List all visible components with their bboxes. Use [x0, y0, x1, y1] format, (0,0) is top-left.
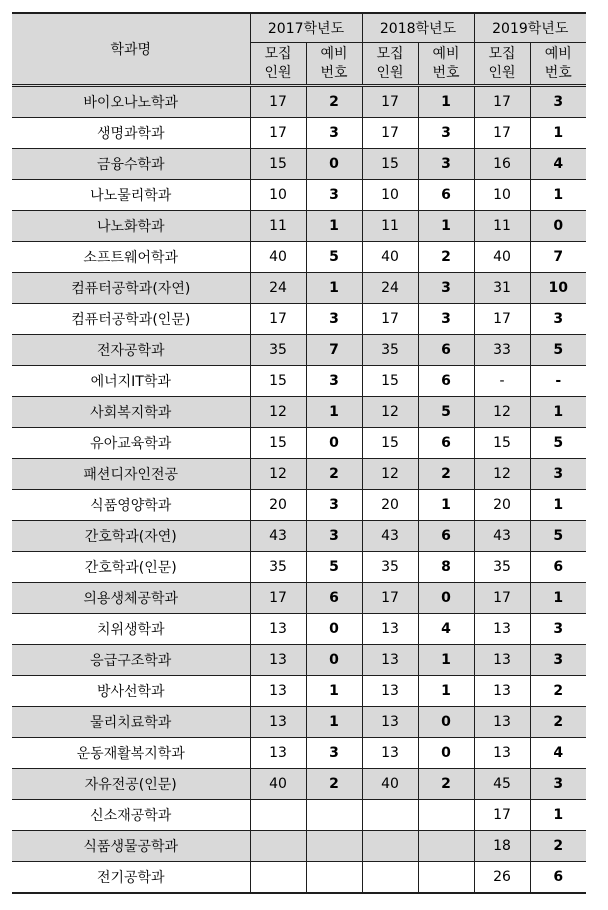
waitlist-number-cell: 0: [306, 614, 362, 645]
waitlist-number-cell: 3: [530, 769, 586, 800]
recruit-count-cell: 20: [362, 490, 418, 521]
recruit-count-cell: 12: [474, 397, 530, 428]
recruit-count-cell: 13: [362, 738, 418, 769]
waitlist-number-cell: 5: [306, 552, 362, 583]
waitlist-number-cell: 3: [530, 614, 586, 645]
recruit-count-cell: 17: [362, 118, 418, 149]
waitlist-number-cell: 3: [418, 118, 474, 149]
admission-table-container: [12, 12, 586, 894]
recruit-count-cell: 17: [474, 800, 530, 831]
waitlist-number-cell: 6: [306, 583, 362, 614]
admission-table: [12, 12, 586, 894]
recruit-count-cell: 15: [250, 149, 306, 180]
recruit-count-cell: 12: [474, 459, 530, 490]
recruit-count-cell: 13: [250, 707, 306, 738]
year-header-2017: 2017학년도: [250, 13, 362, 43]
sub-header-line: 번호: [320, 64, 348, 81]
waitlist-number-cell: [418, 800, 474, 831]
waitlist-number-cell: 5: [530, 335, 586, 366]
dept-name-cell: 방사선학과: [12, 676, 250, 707]
recruit-count-cell: 13: [250, 645, 306, 676]
waitlist-number-cell: 5: [530, 521, 586, 552]
waitlist-number-cell: 1: [418, 490, 474, 521]
dept-name-cell: 컴퓨터공학과(인문): [12, 304, 250, 335]
table-row: [12, 273, 586, 304]
waitlist-number-cell: [306, 862, 362, 894]
recruit-count-cell: 17: [250, 304, 306, 335]
recruit-count-cell: [362, 862, 418, 894]
dept-name-cell: 신소재공학과: [12, 800, 250, 831]
waitlist-number-cell: [418, 862, 474, 894]
waitlist-number-cell: 1: [306, 273, 362, 304]
waitlist-number-cell: 1: [418, 86, 474, 118]
waitlist-number-cell: 1: [530, 180, 586, 211]
waitlist-number-cell: 5: [306, 242, 362, 273]
waitlist-number-cell: 0: [306, 149, 362, 180]
recruit-count-cell: 13: [362, 676, 418, 707]
dept-name-cell: 간호학과(인문): [12, 552, 250, 583]
recruit-count-cell: 35: [362, 335, 418, 366]
sub-header-recruit: [250, 43, 306, 86]
recruit-count-cell: 13: [474, 614, 530, 645]
waitlist-number-cell: 10: [530, 273, 586, 304]
waitlist-number-cell: 2: [530, 831, 586, 862]
sub-header-line: 예비: [432, 45, 460, 62]
dept-name-cell: 간호학과(자연): [12, 521, 250, 552]
recruit-count-cell: 17: [250, 118, 306, 149]
recruit-count-cell: 20: [250, 490, 306, 521]
waitlist-number-cell: 3: [530, 86, 586, 118]
waitlist-number-cell: 0: [306, 645, 362, 676]
recruit-count-cell: 15: [362, 366, 418, 397]
recruit-count-cell: 40: [250, 769, 306, 800]
sub-header-line: 인원: [264, 64, 292, 81]
recruit-count-cell: 40: [362, 242, 418, 273]
waitlist-number-cell: 6: [530, 862, 586, 894]
dept-name-cell: 전기공학과: [12, 862, 250, 894]
sub-header-waitlist: [418, 43, 474, 86]
table-row: [12, 335, 586, 366]
waitlist-number-cell: 0: [418, 583, 474, 614]
table-row: [12, 180, 586, 211]
recruit-count-cell: 13: [362, 614, 418, 645]
waitlist-number-cell: 1: [306, 676, 362, 707]
recruit-count-cell: 11: [250, 211, 306, 242]
waitlist-number-cell: 1: [530, 490, 586, 521]
sub-header-line: 인원: [376, 64, 404, 81]
recruit-count-cell: 43: [362, 521, 418, 552]
recruit-count-cell: 24: [250, 273, 306, 304]
waitlist-number-cell: 2: [530, 707, 586, 738]
waitlist-number-cell: 3: [418, 304, 474, 335]
waitlist-number-cell: 1: [530, 583, 586, 614]
recruit-count-cell: 33: [474, 335, 530, 366]
table-row: [12, 676, 586, 707]
recruit-count-cell: 17: [474, 583, 530, 614]
recruit-count-cell: 35: [250, 335, 306, 366]
recruit-count-cell: 40: [474, 242, 530, 273]
dept-name-cell: 나노물리학과: [12, 180, 250, 211]
waitlist-number-cell: 4: [530, 149, 586, 180]
waitlist-number-cell: 3: [530, 304, 586, 335]
recruit-count-cell: 20: [474, 490, 530, 521]
recruit-count-cell: 13: [474, 707, 530, 738]
dept-name-cell: 생명과학과: [12, 118, 250, 149]
recruit-count-cell: 45: [474, 769, 530, 800]
waitlist-number-cell: 8: [418, 552, 474, 583]
dept-name-cell: 식품영양학과: [12, 490, 250, 521]
recruit-count-cell: 16: [474, 149, 530, 180]
waitlist-number-cell: [306, 831, 362, 862]
waitlist-number-cell: 6: [418, 335, 474, 366]
waitlist-number-cell: 4: [530, 738, 586, 769]
waitlist-number-cell: 1: [306, 211, 362, 242]
waitlist-number-cell: 7: [530, 242, 586, 273]
recruit-count-cell: 15: [250, 428, 306, 459]
recruit-count-cell: 15: [362, 149, 418, 180]
recruit-count-cell: 17: [474, 304, 530, 335]
recruit-count-cell: 10: [474, 180, 530, 211]
dept-name-cell: 의용생체공학과: [12, 583, 250, 614]
dept-name-cell: 소프트웨어학과: [12, 242, 250, 273]
table-row: [12, 645, 586, 676]
waitlist-number-cell: 7: [306, 335, 362, 366]
sub-header-waitlist: [530, 43, 586, 86]
table-row: [12, 862, 586, 894]
sub-header-recruit: [474, 43, 530, 86]
waitlist-number-cell: 6: [418, 180, 474, 211]
waitlist-number-cell: 0: [418, 707, 474, 738]
table-row: [12, 366, 586, 397]
dept-name-cell: 에너지IT학과: [12, 366, 250, 397]
waitlist-number-cell: 3: [306, 118, 362, 149]
waitlist-number-cell: 1: [418, 645, 474, 676]
waitlist-number-cell: 3: [306, 304, 362, 335]
recruit-count-cell: 13: [474, 645, 530, 676]
waitlist-number-cell: [418, 831, 474, 862]
recruit-count-cell: 13: [250, 738, 306, 769]
recruit-count-cell: [250, 862, 306, 894]
recruit-count-cell: 35: [250, 552, 306, 583]
dept-name-cell: 전자공학과: [12, 335, 250, 366]
dept-header: 학과명: [12, 13, 250, 86]
recruit-count-cell: 17: [250, 583, 306, 614]
waitlist-number-cell: [306, 800, 362, 831]
recruit-count-cell: 17: [362, 86, 418, 118]
recruit-count-cell: 17: [474, 118, 530, 149]
header-row-years: [12, 13, 586, 43]
recruit-count-cell: 35: [474, 552, 530, 583]
recruit-count-cell: 18: [474, 831, 530, 862]
waitlist-number-cell: 3: [530, 645, 586, 676]
dept-name-cell: 치위생학과: [12, 614, 250, 645]
sub-header-line: 번호: [544, 64, 572, 81]
recruit-count-cell: 11: [474, 211, 530, 242]
table-row: [12, 397, 586, 428]
recruit-count-cell: 13: [362, 645, 418, 676]
table-row: [12, 583, 586, 614]
recruit-count-cell: 12: [250, 397, 306, 428]
recruit-count-cell: 43: [474, 521, 530, 552]
waitlist-number-cell: 2: [530, 676, 586, 707]
table-row: [12, 738, 586, 769]
dept-name-cell: 컴퓨터공학과(자연): [12, 273, 250, 304]
recruit-count-cell: 12: [250, 459, 306, 490]
table-row: [12, 552, 586, 583]
waitlist-number-cell: 1: [418, 676, 474, 707]
waitlist-number-cell: 2: [306, 86, 362, 118]
waitlist-number-cell: 1: [306, 707, 362, 738]
waitlist-number-cell: 1: [306, 397, 362, 428]
recruit-count-cell: 13: [474, 676, 530, 707]
recruit-count-cell: 13: [250, 676, 306, 707]
recruit-count-cell: [362, 800, 418, 831]
waitlist-number-cell: 6: [418, 521, 474, 552]
recruit-count-cell: 17: [250, 86, 306, 118]
table-row: [12, 86, 586, 118]
sub-header-line: 인원: [488, 64, 516, 81]
waitlist-number-cell: 3: [306, 738, 362, 769]
waitlist-number-cell: 3: [306, 180, 362, 211]
recruit-count-cell: -: [474, 366, 530, 397]
dept-name-cell: 바이오나노학과: [12, 86, 250, 118]
year-header-2019: 2019학년도: [474, 13, 586, 43]
table-row: [12, 800, 586, 831]
recruit-count-cell: 31: [474, 273, 530, 304]
recruit-count-cell: 12: [362, 397, 418, 428]
table-row: [12, 769, 586, 800]
waitlist-number-cell: 3: [306, 490, 362, 521]
year-header-2018: 2018학년도: [362, 13, 474, 43]
recruit-count-cell: 10: [362, 180, 418, 211]
recruit-count-cell: 24: [362, 273, 418, 304]
waitlist-number-cell: 1: [530, 118, 586, 149]
table-row: [12, 242, 586, 273]
waitlist-number-cell: 6: [530, 552, 586, 583]
sub-header-line: 모집: [264, 45, 292, 62]
recruit-count-cell: 15: [362, 428, 418, 459]
sub-header-waitlist: [306, 43, 362, 86]
recruit-count-cell: 17: [474, 86, 530, 118]
table-row: [12, 149, 586, 180]
table-row: [12, 521, 586, 552]
recruit-count-cell: 15: [474, 428, 530, 459]
table-row: [12, 614, 586, 645]
waitlist-number-cell: 3: [418, 149, 474, 180]
recruit-count-cell: 26: [474, 862, 530, 894]
sub-header-line: 예비: [320, 45, 348, 62]
table-row: [12, 211, 586, 242]
recruit-count-cell: 35: [362, 552, 418, 583]
waitlist-number-cell: 3: [530, 459, 586, 490]
waitlist-number-cell: 4: [418, 614, 474, 645]
waitlist-number-cell: 3: [418, 273, 474, 304]
waitlist-number-cell: 0: [530, 211, 586, 242]
table-row: [12, 118, 586, 149]
waitlist-number-cell: 3: [306, 366, 362, 397]
dept-name-cell: 사회복지학과: [12, 397, 250, 428]
waitlist-number-cell: 1: [418, 211, 474, 242]
waitlist-number-cell: 0: [306, 428, 362, 459]
dept-name-cell: 자유전공(인문): [12, 769, 250, 800]
waitlist-number-cell: 5: [418, 397, 474, 428]
dept-name-cell: 물리치료학과: [12, 707, 250, 738]
recruit-count-cell: 40: [250, 242, 306, 273]
recruit-count-cell: 13: [474, 738, 530, 769]
recruit-count-cell: [250, 831, 306, 862]
dept-name-cell: 운동재활복지학과: [12, 738, 250, 769]
table-row: [12, 459, 586, 490]
dept-name-cell: 패션디자인전공: [12, 459, 250, 490]
recruit-count-cell: 43: [250, 521, 306, 552]
waitlist-number-cell: 1: [530, 397, 586, 428]
waitlist-number-cell: 0: [418, 738, 474, 769]
waitlist-number-cell: -: [530, 366, 586, 397]
table-row: [12, 707, 586, 738]
waitlist-number-cell: 5: [530, 428, 586, 459]
waitlist-number-cell: 2: [418, 769, 474, 800]
recruit-count-cell: 13: [362, 707, 418, 738]
waitlist-number-cell: 2: [306, 459, 362, 490]
waitlist-number-cell: 1: [530, 800, 586, 831]
dept-name-cell: 식품생물공학과: [12, 831, 250, 862]
recruit-count-cell: 12: [362, 459, 418, 490]
recruit-count-cell: [250, 800, 306, 831]
table-row: [12, 428, 586, 459]
sub-header-line: 번호: [432, 64, 460, 81]
recruit-count-cell: 13: [250, 614, 306, 645]
recruit-count-cell: 17: [362, 304, 418, 335]
table-header: [12, 13, 586, 86]
table-row: [12, 304, 586, 335]
recruit-count-cell: 15: [250, 366, 306, 397]
dept-name-cell: 금융수학과: [12, 149, 250, 180]
waitlist-number-cell: 2: [306, 769, 362, 800]
recruit-count-cell: 40: [362, 769, 418, 800]
table-body: [12, 86, 586, 894]
recruit-count-cell: [362, 831, 418, 862]
dept-name-cell: 응급구조학과: [12, 645, 250, 676]
sub-header-line: 예비: [544, 45, 572, 62]
recruit-count-cell: 10: [250, 180, 306, 211]
recruit-count-cell: 17: [362, 583, 418, 614]
dept-name-cell: 나노화학과: [12, 211, 250, 242]
recruit-count-cell: 11: [362, 211, 418, 242]
waitlist-number-cell: 6: [418, 428, 474, 459]
waitlist-number-cell: 6: [418, 366, 474, 397]
dept-name-cell: 유아교육학과: [12, 428, 250, 459]
waitlist-number-cell: 3: [306, 521, 362, 552]
sub-header-line: 모집: [488, 45, 516, 62]
sub-header-recruit: [362, 43, 418, 86]
table-row: [12, 490, 586, 521]
sub-header-line: 모집: [376, 45, 404, 62]
waitlist-number-cell: 2: [418, 459, 474, 490]
table-row: [12, 831, 586, 862]
waitlist-number-cell: 2: [418, 242, 474, 273]
